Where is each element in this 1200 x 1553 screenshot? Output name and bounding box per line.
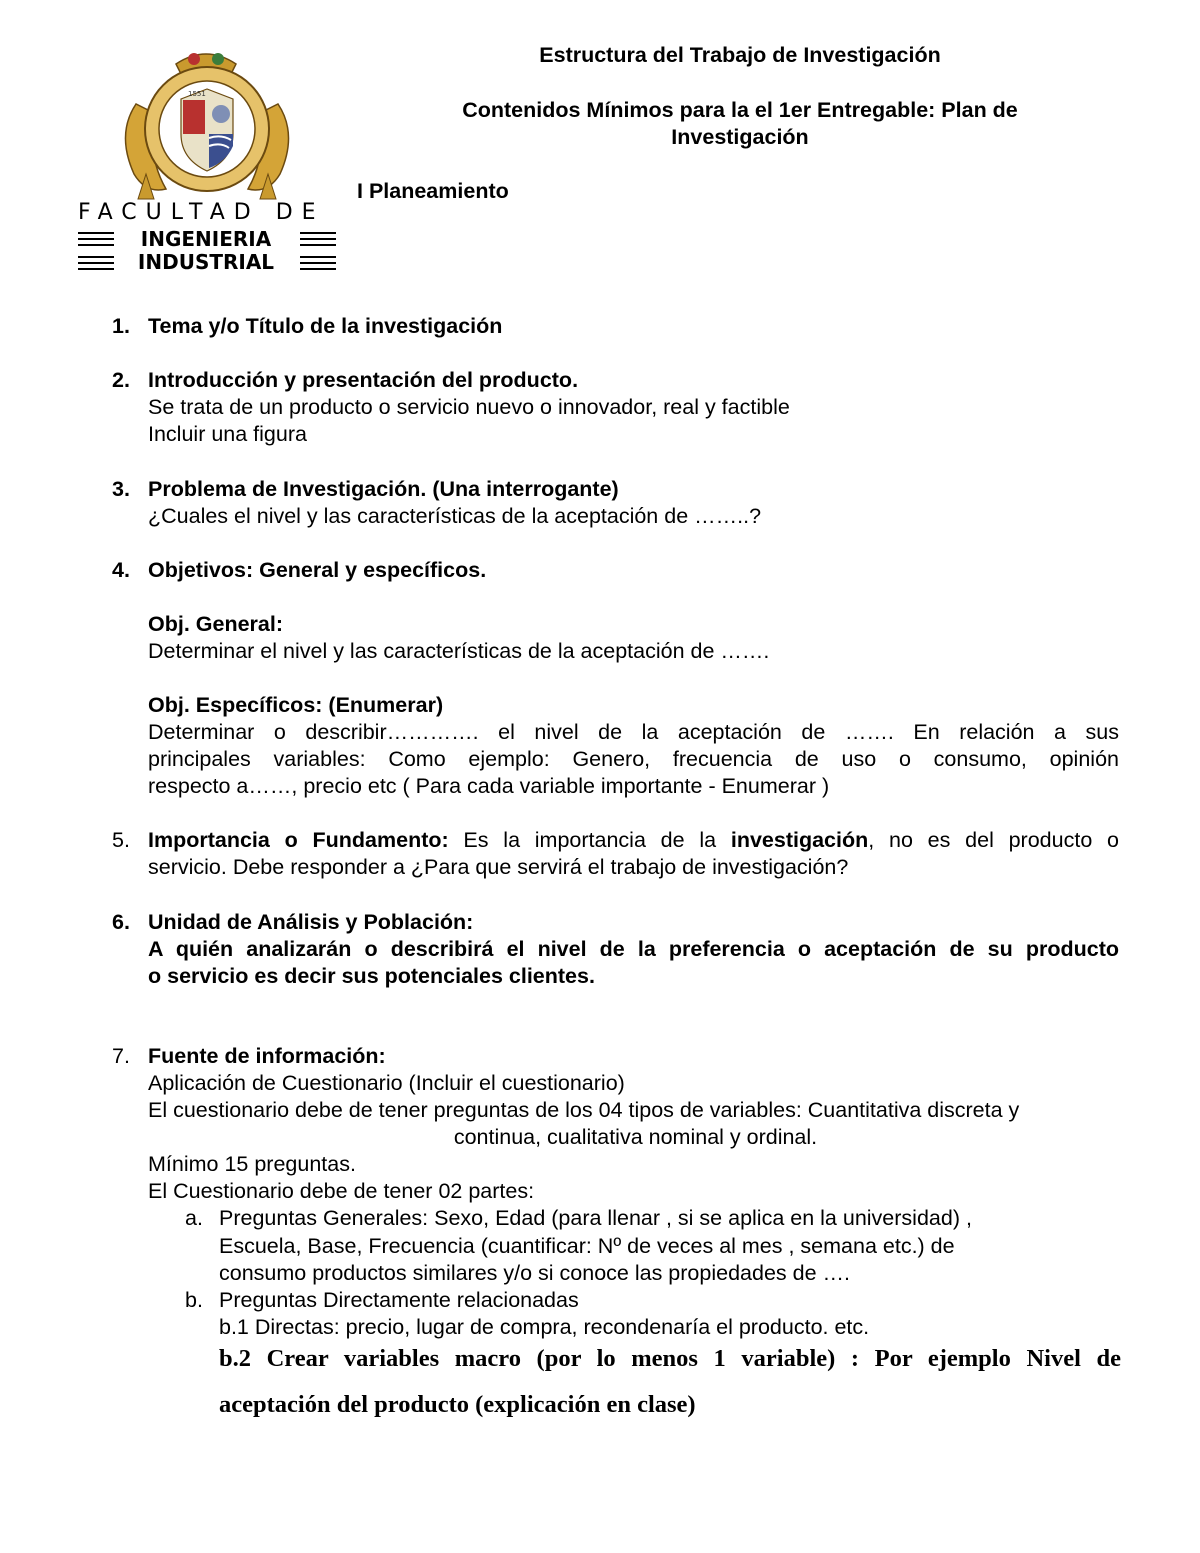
faculty-logo bbox=[76, 34, 338, 276]
document-subtitle-line1: Contenidos Mínimos para la el 1er Entregable: Plan de bbox=[462, 98, 1018, 122]
item-text: El cuestionario debe de tener preguntas de los 04 tipos de variables: Cuantitativa discreta y bbox=[148, 1098, 1020, 1122]
importance-line bbox=[148, 827, 1119, 854]
item-text: , no es del producto o bbox=[868, 828, 1119, 852]
item-title: Introducción y presentación del producto. bbox=[148, 368, 579, 392]
specific-objectives-text: principales variables: Como ejemplo: Genero, frecuencia de uso o consumo, opinión bbox=[148, 747, 1119, 771]
item-number: 4. bbox=[112, 558, 130, 582]
sublist-marker: b. bbox=[185, 1288, 203, 1312]
item-number: 2. bbox=[112, 368, 130, 392]
sublist-text: consumo productos similares y/o si conoce las propiedades de …. bbox=[219, 1261, 850, 1285]
item-title: Unidad de Análisis y Población: bbox=[148, 910, 474, 934]
item-text: Aplicación de Cuestionario (Incluir el cuestionario) bbox=[148, 1071, 625, 1095]
section-heading: I Planeamiento bbox=[357, 179, 509, 203]
sublist-text: Escuela, Base, Frecuencia (cuantificar: Nº de veces al mes , semana etc.) de bbox=[219, 1234, 955, 1258]
item-text: Se trata de un producto o servicio nuevo o innovador, real y factible bbox=[148, 395, 790, 419]
item-number: 1. bbox=[112, 314, 130, 338]
specific-objectives-title: Obj. Específicos: (Enumerar) bbox=[148, 693, 444, 717]
specific-objectives-text: respecto a……, precio etc ( Para cada variable importante - Enumerar ) bbox=[148, 774, 830, 798]
specific-objectives-text: Determinar o describir…………. el nivel de la aceptación de ……. En relación a sus bbox=[148, 720, 1119, 744]
item-number: 7. bbox=[112, 1044, 130, 1068]
emphasis-text: investigación bbox=[730, 828, 869, 852]
university-seal-icon bbox=[76, 34, 338, 204]
sublist-text: Preguntas Generales: Sexo, Edad (para llenar , si se aplica en la universidad) , bbox=[219, 1206, 972, 1230]
item-title: Fuente de información: bbox=[148, 1044, 386, 1068]
macro-variable-text: b.2 Crear variables macro (por lo menos 1 variable) : Por ejemplo Nivel de bbox=[219, 1345, 1121, 1372]
general-objective-title: Obj. General: bbox=[148, 612, 284, 636]
item-text: Mínimo 15 preguntas. bbox=[148, 1152, 356, 1176]
item-text: continua, cualitativa nominal y ordinal. bbox=[453, 1125, 818, 1149]
item-number: 5. bbox=[112, 828, 130, 852]
item-number: 3. bbox=[112, 477, 130, 501]
item-text: Incluir una figura bbox=[148, 422, 307, 446]
item-title: Problema de Investigación. (Una interrogante) bbox=[148, 477, 619, 501]
faculty-line: FACULTAD DE bbox=[78, 200, 325, 225]
item-text: Es la importancia de la bbox=[448, 828, 731, 852]
dept-line-2: INDUSTRIAL bbox=[137, 250, 275, 274]
item-title: Importancia o Fundamento: bbox=[148, 828, 449, 852]
general-objective-text: Determinar el nivel y las características de la aceptación de ……. bbox=[148, 639, 770, 663]
item-text: El Cuestionario debe de tener 02 partes: bbox=[148, 1179, 535, 1203]
macro-variable-text: aceptación del producto (explicación en clase) bbox=[219, 1391, 696, 1418]
item-number: 6. bbox=[112, 910, 130, 934]
item-text: o servicio es decir sus potenciales clientes. bbox=[148, 964, 595, 988]
item-text: servicio. Debe responder a ¿Para que servirá el trabajo de investigación? bbox=[148, 855, 849, 879]
dept-line-1: INGENIERIA bbox=[140, 227, 272, 251]
document-subtitle-line2: Investigación bbox=[671, 125, 809, 149]
sublist-marker: a. bbox=[185, 1206, 203, 1230]
seal-year: 1551 bbox=[188, 90, 206, 98]
item-title: Objetivos: General y específicos. bbox=[148, 558, 487, 582]
sublist-text: b.1 Directas: precio, lugar de compra, recondenaría el producto. etc. bbox=[219, 1315, 870, 1339]
item-title: Tema y/o Título de la investigación bbox=[148, 314, 503, 338]
document-title: Estructura del Trabajo de Investigación bbox=[539, 43, 941, 67]
sublist-text: Preguntas Directamente relacionadas bbox=[219, 1288, 579, 1312]
item-text: A quién analizarán o describirá el nivel de la preferencia o aceptación de su producto bbox=[148, 937, 1119, 961]
item-text: ¿Cuales el nivel y las características de la aceptación de ……..? bbox=[148, 504, 762, 528]
